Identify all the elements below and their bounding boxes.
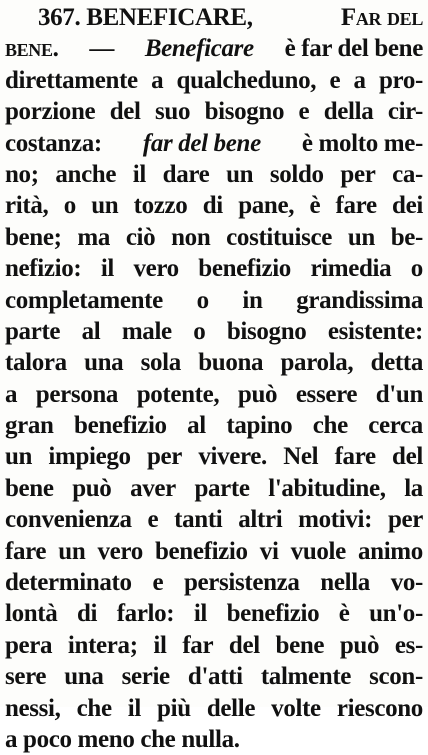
text-line-last: a poco meno che nulla. <box>5 725 240 753</box>
word: a <box>5 380 18 408</box>
word: nella <box>320 569 370 597</box>
word: il <box>132 160 146 188</box>
word: qualcheduno, <box>176 66 317 94</box>
entry-heading: 367. BENEFICARE, <box>38 4 253 31</box>
entry-subtitle-cont: bene. <box>5 35 59 63</box>
word: aver <box>130 474 176 502</box>
word: suo <box>155 98 191 126</box>
word: parte <box>5 317 61 345</box>
word: essere <box>295 380 358 408</box>
word: di <box>202 192 223 220</box>
word: che <box>76 694 112 722</box>
word: è <box>309 192 321 220</box>
word: persona <box>35 380 119 408</box>
word: no; <box>5 160 39 188</box>
word: motivi: <box>298 506 373 534</box>
word: determinato <box>5 569 132 597</box>
text-line <box>5 598 423 629</box>
word: del <box>109 98 141 126</box>
word: di <box>76 600 98 628</box>
word: ciò <box>125 223 156 251</box>
word: pro- <box>378 66 423 94</box>
text-line <box>5 661 423 692</box>
entry-subtitle: Far del <box>340 4 423 31</box>
entry-headword: BENEFICARE <box>86 4 247 31</box>
entry-header-line <box>5 2 423 33</box>
word: be- <box>390 223 423 251</box>
word: è <box>338 600 350 628</box>
word: pane, <box>238 192 295 220</box>
word: un <box>58 537 86 565</box>
word: vi <box>259 537 279 565</box>
word: un <box>347 223 375 251</box>
text-line <box>5 504 423 535</box>
text-line: costanza: far del bene è molto me- <box>5 128 423 159</box>
word: il <box>127 694 141 722</box>
word: che <box>312 412 348 440</box>
word: benefizio <box>198 255 291 283</box>
word: benefizio <box>74 412 167 440</box>
word: rità, <box>5 192 49 220</box>
em-dash: — <box>89 35 114 63</box>
word: bisogno <box>226 317 307 345</box>
word: sere <box>5 663 47 691</box>
text-line <box>5 190 423 221</box>
word: del <box>228 631 260 659</box>
text-line <box>5 316 423 347</box>
word: il <box>100 255 115 283</box>
word: vo- <box>390 569 423 597</box>
word: dei <box>392 192 423 220</box>
word: o <box>410 255 423 283</box>
word: al <box>187 412 206 440</box>
word: talora <box>5 349 67 377</box>
text-line <box>5 536 423 567</box>
word: o <box>193 317 206 345</box>
text-line <box>5 379 423 410</box>
word: persistenza <box>183 569 300 597</box>
text-line <box>5 567 423 598</box>
word: ma <box>77 223 111 251</box>
word: per <box>146 443 183 471</box>
word: intera; <box>67 631 138 659</box>
word: per <box>387 506 423 534</box>
word: più <box>157 694 191 722</box>
word: l'abitudine, <box>268 474 386 502</box>
word: può <box>237 380 278 408</box>
word: gran <box>5 412 54 440</box>
word: fare <box>335 192 377 220</box>
word: d'atti <box>187 663 243 691</box>
word: costituisce <box>226 223 333 251</box>
text-line <box>5 347 423 378</box>
word: bene <box>275 631 325 659</box>
dictionary-entry <box>5 2 423 755</box>
word: altri <box>238 506 283 534</box>
word: talmente <box>260 663 352 691</box>
word: tozzo <box>133 192 188 220</box>
word: la <box>404 474 423 502</box>
word: a <box>353 66 366 94</box>
word: soldo <box>269 160 324 188</box>
word: sola <box>140 349 181 377</box>
term-italic: Beneficare <box>144 35 254 63</box>
text-line <box>5 253 423 284</box>
word: es- <box>394 631 423 659</box>
word: nessi, <box>5 694 61 722</box>
word: una <box>64 663 104 691</box>
word: lontà <box>5 600 58 628</box>
word: male <box>121 317 172 345</box>
word: o <box>196 286 209 314</box>
word: farlo: <box>116 600 175 628</box>
word: il <box>193 600 208 628</box>
text-line <box>5 441 423 472</box>
word: buona <box>198 349 264 377</box>
word: animo <box>358 537 423 565</box>
word: anche <box>55 160 117 188</box>
word: esistente: <box>327 317 423 345</box>
word: riescono <box>336 694 423 722</box>
word: serie <box>121 663 170 691</box>
word: fare <box>5 537 47 565</box>
word: impiego <box>48 443 131 471</box>
word: può <box>72 474 112 502</box>
text-line <box>5 410 423 441</box>
text-line <box>5 159 423 190</box>
word: bene <box>5 474 54 502</box>
word: scon- <box>369 663 423 691</box>
word: parte <box>194 474 250 502</box>
text-line <box>5 693 423 724</box>
word: vero <box>97 537 143 565</box>
text-line <box>5 65 423 96</box>
word: vero <box>133 255 179 283</box>
word: e <box>329 66 341 94</box>
word: ca- <box>392 160 423 188</box>
word: far <box>182 631 214 659</box>
word: potente, <box>136 380 220 408</box>
word: bene; <box>5 223 62 251</box>
word: e <box>298 98 310 126</box>
word: in <box>242 286 263 314</box>
word: un <box>226 160 254 188</box>
word: può <box>339 631 380 659</box>
word: convenienza <box>5 506 132 534</box>
word: e <box>147 506 159 534</box>
word: a <box>151 66 164 94</box>
text-line <box>5 222 423 253</box>
word: tapino <box>226 412 293 440</box>
word: pera <box>5 631 53 659</box>
word: o <box>63 192 76 220</box>
word: completamente <box>5 286 163 314</box>
text-line <box>5 33 423 64</box>
word: tanti <box>174 506 223 534</box>
term-italic: far del bene <box>142 129 261 157</box>
word: vuole <box>290 537 346 565</box>
word: d'un <box>375 380 423 408</box>
text-line <box>5 96 423 127</box>
word: Nel <box>283 443 319 471</box>
word: vivere. <box>198 443 267 471</box>
word: nefizio: <box>5 255 82 283</box>
word: benefizio <box>226 600 320 628</box>
word: un <box>91 192 119 220</box>
word: grandissima <box>296 286 423 314</box>
word: cerca <box>368 412 423 440</box>
word: il <box>153 631 167 659</box>
entry-number: 367. <box>38 4 81 31</box>
word: del <box>392 443 423 471</box>
word: volte <box>271 694 321 722</box>
word: della <box>323 98 374 126</box>
word: fare <box>334 443 376 471</box>
word: delle <box>206 694 256 722</box>
word: non <box>171 223 211 251</box>
word: parola, <box>280 349 354 377</box>
word: una <box>84 349 124 377</box>
word: rimedia <box>310 255 392 283</box>
text-line <box>5 285 423 316</box>
word: porzione <box>5 98 96 126</box>
word: bisogno <box>204 98 285 126</box>
text-line <box>5 473 423 504</box>
word: dare <box>162 160 210 188</box>
word: un'o- <box>369 600 423 628</box>
word: benefizio <box>155 537 248 565</box>
word: direttamente <box>5 66 138 94</box>
word: cir- <box>387 98 423 126</box>
word: detta <box>370 349 423 377</box>
word: per <box>340 160 376 188</box>
word: e <box>152 569 164 597</box>
word: un <box>5 443 33 471</box>
text-line <box>5 630 423 661</box>
definition-text: è far del bene <box>284 35 423 63</box>
word: al <box>81 317 101 345</box>
